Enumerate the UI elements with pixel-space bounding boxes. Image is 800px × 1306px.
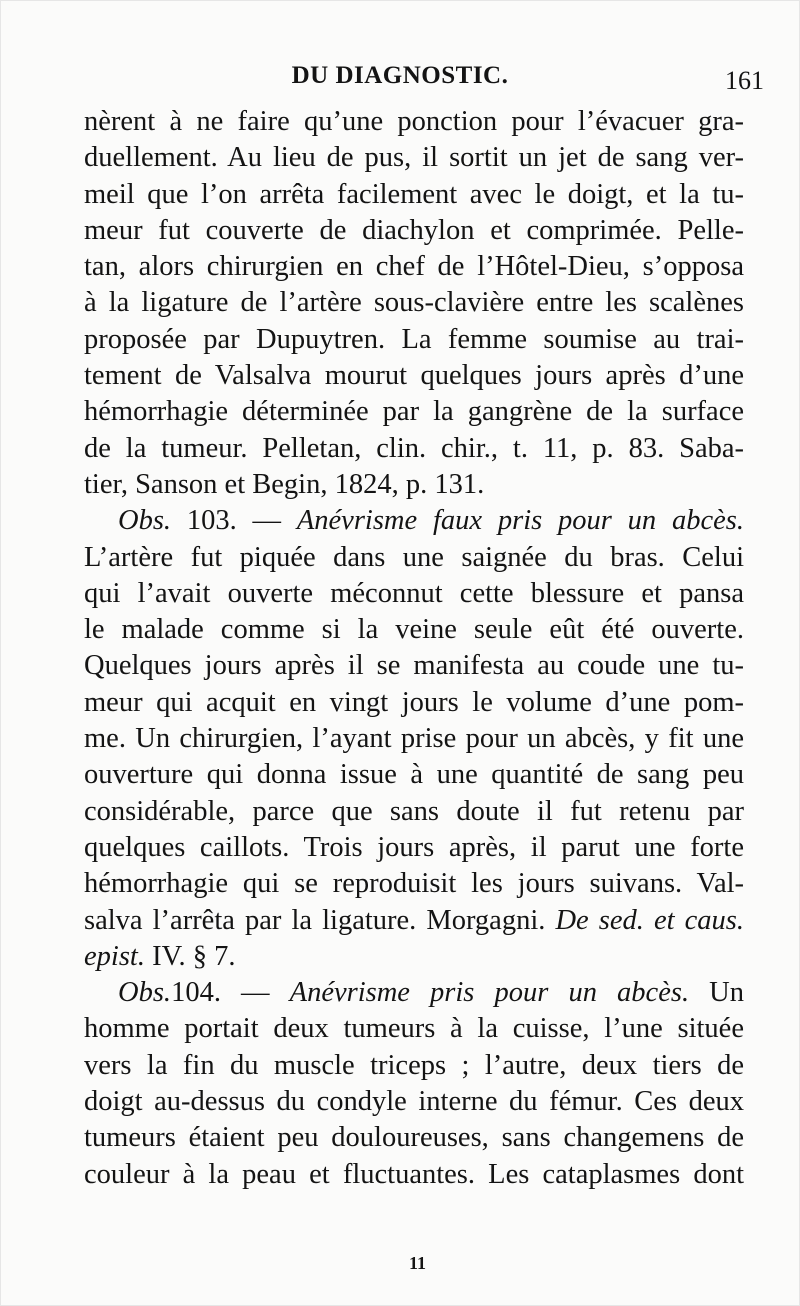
text-run: nèrent à ne faire qu’une ponction pour l’évacuer gra- [84, 106, 744, 137]
text-run: couleur à la peau et fluctuantes. Les cataplasmes dont [84, 1158, 744, 1190]
text-line [84, 140, 744, 176]
text-run: tement de Valsalva mourut quelques jours après d’une [84, 360, 744, 392]
text-run: qui l’avait ouverte méconnut cette blessure et pansa [84, 577, 744, 609]
text-line [84, 1084, 744, 1120]
text-run: vers la fin du muscle triceps ; l’autre, deux tiers de [84, 1049, 744, 1081]
text-line [84, 1157, 744, 1193]
text-line [84, 576, 744, 612]
text-run: à la ligature de l’artère sous-clavière entre les scalènes [84, 287, 744, 319]
italic-text: Anévrisme faux pris pour un abcès. [296, 505, 744, 537]
text-line [84, 177, 744, 213]
text-line [84, 540, 744, 576]
text-line [84, 612, 744, 648]
text-line [84, 1048, 744, 1084]
signature-mark: 11 [408, 1253, 426, 1273]
text-run: 104. — [171, 977, 290, 1009]
italic-text: Anévrisme pris pour un abcès. [289, 977, 690, 1009]
text-line [84, 358, 744, 394]
text-line [84, 830, 744, 866]
italic-text: epist. [84, 940, 145, 972]
text-run: hémorrhagie déterminée par la gangrène de la surface [84, 396, 744, 428]
text-run: me. Un chirurgien, l’ayant prise pour un abcès, y fit une [84, 723, 744, 755]
text-line [84, 394, 744, 430]
text-run: Quelques jours après il se manifesta au coude une tu- [84, 650, 744, 682]
body-text [84, 104, 744, 1193]
text-run: le malade comme si la veine seule eût été ouverte. [84, 614, 744, 646]
text-line [84, 1120, 744, 1156]
page-number: 161 [725, 66, 764, 95]
text-run: proposée par Dupuytren. La femme soumise au trai- [84, 323, 744, 355]
text-run: de la tumeur. Pelletan, clin. chir., t. 11, p. 83. Saba- [84, 432, 744, 464]
text-line [84, 503, 744, 539]
text-run: salva l’arrêta par la ligature. Morgagni. [84, 904, 556, 936]
text-run: hémorrhagie qui se reproduisit les jours suivans. Val- [84, 868, 744, 900]
text-line [84, 721, 744, 757]
text-line [84, 249, 744, 285]
text-line [84, 431, 744, 467]
page-header [0, 62, 800, 96]
italic-text: Obs. [118, 505, 172, 537]
text-run: quelques caillots. Trois jours après, il parut une forte [84, 831, 744, 863]
text-line [84, 903, 744, 939]
italic-text: De sed. et caus. [555, 904, 744, 936]
text-line [84, 213, 744, 249]
text-run: 103. — [171, 505, 297, 537]
text-line [84, 975, 744, 1011]
text-run: duellement. Au lieu de pus, il sortit un jet de sang ver- [84, 142, 744, 174]
text-run: considérable, parce que sans doute il fut retenu par [84, 795, 744, 827]
text-run: homme portait deux tumeurs à la cuisse, l’une située [84, 1013, 744, 1045]
text-line [84, 939, 744, 975]
text-run: L’artère fut piquée dans une saignée du bras. Celui [84, 541, 744, 573]
text-line [84, 757, 744, 793]
text-line [84, 648, 744, 684]
text-run: tier, Sanson et Begin, 1824, p. 131. [84, 468, 485, 500]
text-line [84, 285, 744, 321]
text-line [84, 104, 744, 140]
text-run: meil que l’on arrêta facilement avec le doigt, et la tu- [84, 178, 744, 210]
text-line [84, 794, 744, 830]
text-line [84, 1011, 744, 1047]
text-run: tumeurs étaient peu douloureuses, sans changemens de [84, 1122, 744, 1154]
running-head: DU DIAGNOSTIC. [291, 62, 509, 89]
text-line [84, 467, 744, 503]
text-line [84, 685, 744, 721]
text-run: IV. § 7. [144, 940, 236, 972]
text-line [84, 866, 744, 902]
text-run: tan, alors chirurgien en chef de l’Hôtel-Dieu, s’opposa [84, 251, 744, 283]
text-run: doigt au-dessus du condyle interne du fémur. Ces deux [84, 1086, 744, 1118]
text-run: meur qui acquit en vingt jours le volume d’une pom- [84, 686, 744, 718]
text-run: ouverture qui donna issue à une quantité de sang peu [84, 759, 744, 791]
italic-text: Obs. [118, 977, 172, 1009]
text-line [84, 322, 744, 358]
text-run: meur fut couverte de diachylon et comprimée. Pelle- [84, 214, 744, 246]
text-run: Un [689, 977, 745, 1009]
